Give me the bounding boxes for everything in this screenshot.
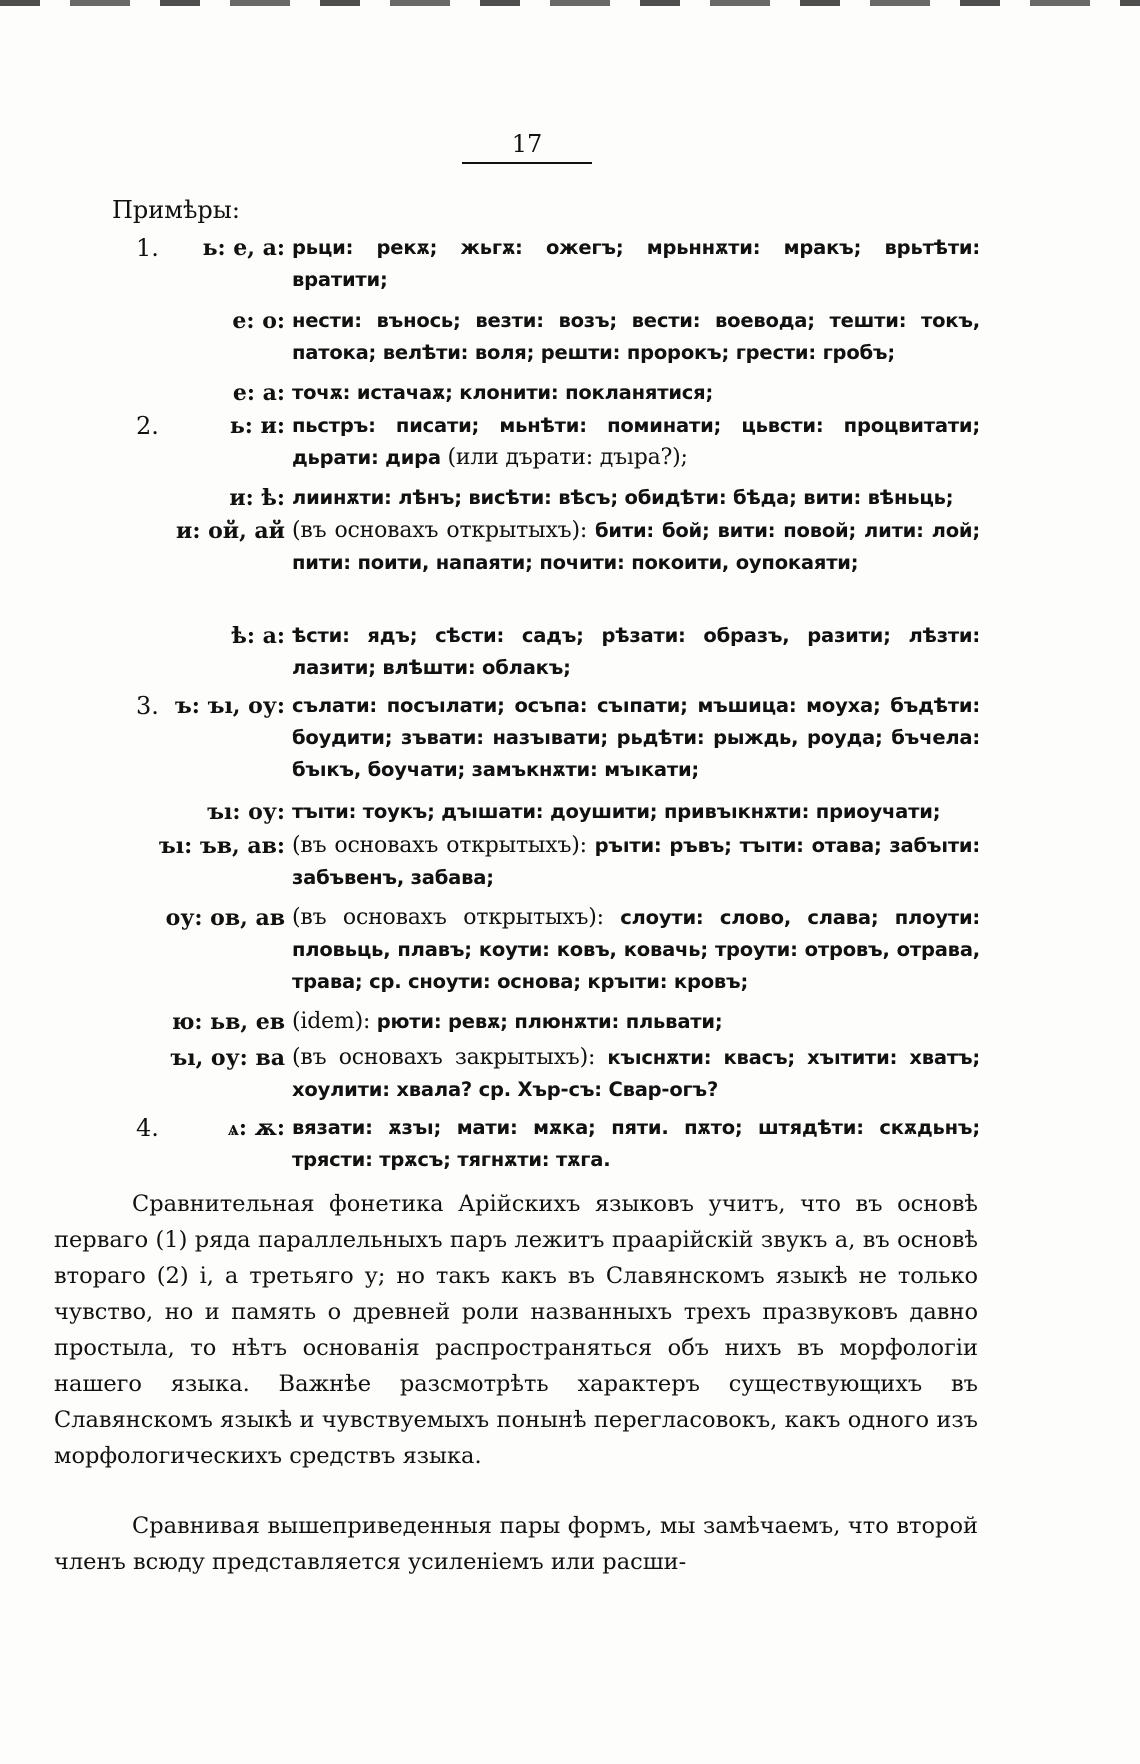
example-text: точѫ: истачаѫ; клонити: покланятися;: [292, 381, 714, 404]
sound-pair: ъı, оу: ва: [170, 1045, 285, 1071]
sound-pair: и: ѣ:: [229, 485, 285, 511]
group-number: 2.: [136, 412, 159, 440]
group-number: 3.: [136, 692, 159, 720]
example-text: тъıти: тоукъ; дъıшати: доушити; привъıкнѫти: приоучати;: [292, 800, 941, 823]
examples-heading: Примѣры:: [112, 196, 240, 224]
paragraph-text: Сравнительная фонетика Арійскихъ языковъ учитъ, что въ основѣ перваго (1) ряда параллельныхъ паръ лежитъ праарійскій звукъ а, въ основѣ втораго (2) і, а третьяго у; но такъ какъ въ Славянскомъ языкѣ не только чувство, но и память о древней роли названныхъ трехъ празвуковъ давно простыла, то нѣтъ основанія распространяться объ нихъ въ морфологіи нашего языка. Важнѣе разсмотрѣть характеръ существующихъ въ Славянскомъ языкѣ и чувствуемыхъ понынѣ перегласовокъ, какъ одного изъ морфологическихъ средствъ языка.: [54, 1191, 978, 1469]
example-words: ръıти: ръвъ; тъıти: отава; забъıти: забъвенъ, забава;: [292, 834, 980, 889]
sound-pair: ъı: оу:: [207, 799, 285, 825]
example-text: [292, 1006, 980, 1038]
example-words: пьстръ: писати; мьнѣти: поминати; цьвсти: процвитати; дьрати: дира: [292, 414, 980, 469]
body-paragraph: [54, 1186, 978, 1474]
example-text: нести: вънось; везти: возъ; вести: воевода; тешти: токъ, патока; велѣти: воля; решти: пророкъ; грести: гробъ;: [292, 309, 980, 364]
sound-pair: е: о:: [232, 308, 285, 334]
example-text: лиинѫти: лѣнъ; висѣти: вѣсъ; обидѣти: бѣда; вити: вѣньць;: [292, 486, 954, 509]
example-words: бити: бой; вити: повой; лити: лой; пити: поити, напаяти; почити: покоити, оупокаяти;: [292, 519, 980, 574]
example-words: слоути: слово, слава; плоути: пловьць, плавъ; коути: ковъ, ковачь; троути: отровъ, отрава, трава; ср. сноути: основа; кръıти: кровъ;: [292, 906, 981, 993]
example-words: рюти: ревѫ; плюнѫти: пльвати;: [376, 1010, 723, 1033]
example-text: сълати: посъıлати; осъпа: съıпати; мъшица: моуха; бъдѣти: боудити; зъвати: назъıвати; рьдѣти: рыждь, роуда; бъчела: бъıкъ, боучати; замъкнѫти: мъıкати;: [292, 694, 980, 781]
example-text: вязати: ѫзъı; мати: мѫка; пяти. пѫто; штядѣти: скѫдьнъ; трясти: трѫсъ; тягнѫти: тѫга.: [292, 1116, 980, 1171]
body-paragraph: [54, 1508, 978, 1580]
sound-pair: ѣ: а:: [231, 623, 285, 649]
sound-pair: ю: ьв, ев: [171, 1009, 285, 1035]
group-number: 4.: [136, 1114, 159, 1142]
sound-pair: ъ: ъı, оу:: [174, 693, 285, 719]
example-text: [292, 902, 980, 998]
example-text: [292, 410, 980, 474]
example-note: (или дърати: дъıра?);: [447, 445, 688, 470]
sound-pair: и: ой, ай: [176, 518, 285, 544]
example-note: (въ основахъ открытыхъ):: [292, 518, 588, 543]
example-text: ѣсти: ядъ; сѣсти: садъ; рѣзати: образъ, разити; лѣзти: лазити; влѣшти: облакъ;: [292, 624, 980, 679]
example-note: (въ основахъ открытыхъ):: [292, 905, 604, 930]
sound-pair: ь: и:: [229, 413, 285, 439]
example-text: [292, 515, 980, 579]
sound-pair: ь: е, а:: [202, 235, 285, 261]
example-text: [292, 1042, 980, 1106]
example-note: (idem):: [292, 1009, 371, 1034]
example-words: къıснѫти: квасъ; хъıтити: хватъ; хоулити: хвала? ср. Хър-съ: Свар-огъ?: [292, 1046, 980, 1101]
paragraph-text: Сравнивая вышеприведенныя пары формъ, мы замѣчаемъ, что второй членъ всюду представляется усиленіемъ или расши-: [54, 1513, 978, 1575]
example-note: (въ основахъ открытыхъ):: [292, 833, 587, 858]
sound-pair: ъı: ъв, ав:: [158, 833, 285, 859]
scan-edge-noise: [0, 0, 1140, 6]
page-number: 17: [462, 130, 592, 164]
example-text: рьци: рекѫ; жьгѫ: ожегъ; мрьннѫти: мракъ; врьтѣти: вратити;: [292, 236, 980, 291]
sound-pair: е: а:: [232, 380, 285, 406]
sound-pair: ѧ: ѫ:: [227, 1115, 285, 1141]
example-note: (въ основахъ закрытыхъ):: [292, 1045, 596, 1070]
example-text: [292, 830, 980, 894]
sound-pair: оу: ов, ав: [165, 905, 285, 931]
group-number: 1.: [136, 234, 159, 262]
